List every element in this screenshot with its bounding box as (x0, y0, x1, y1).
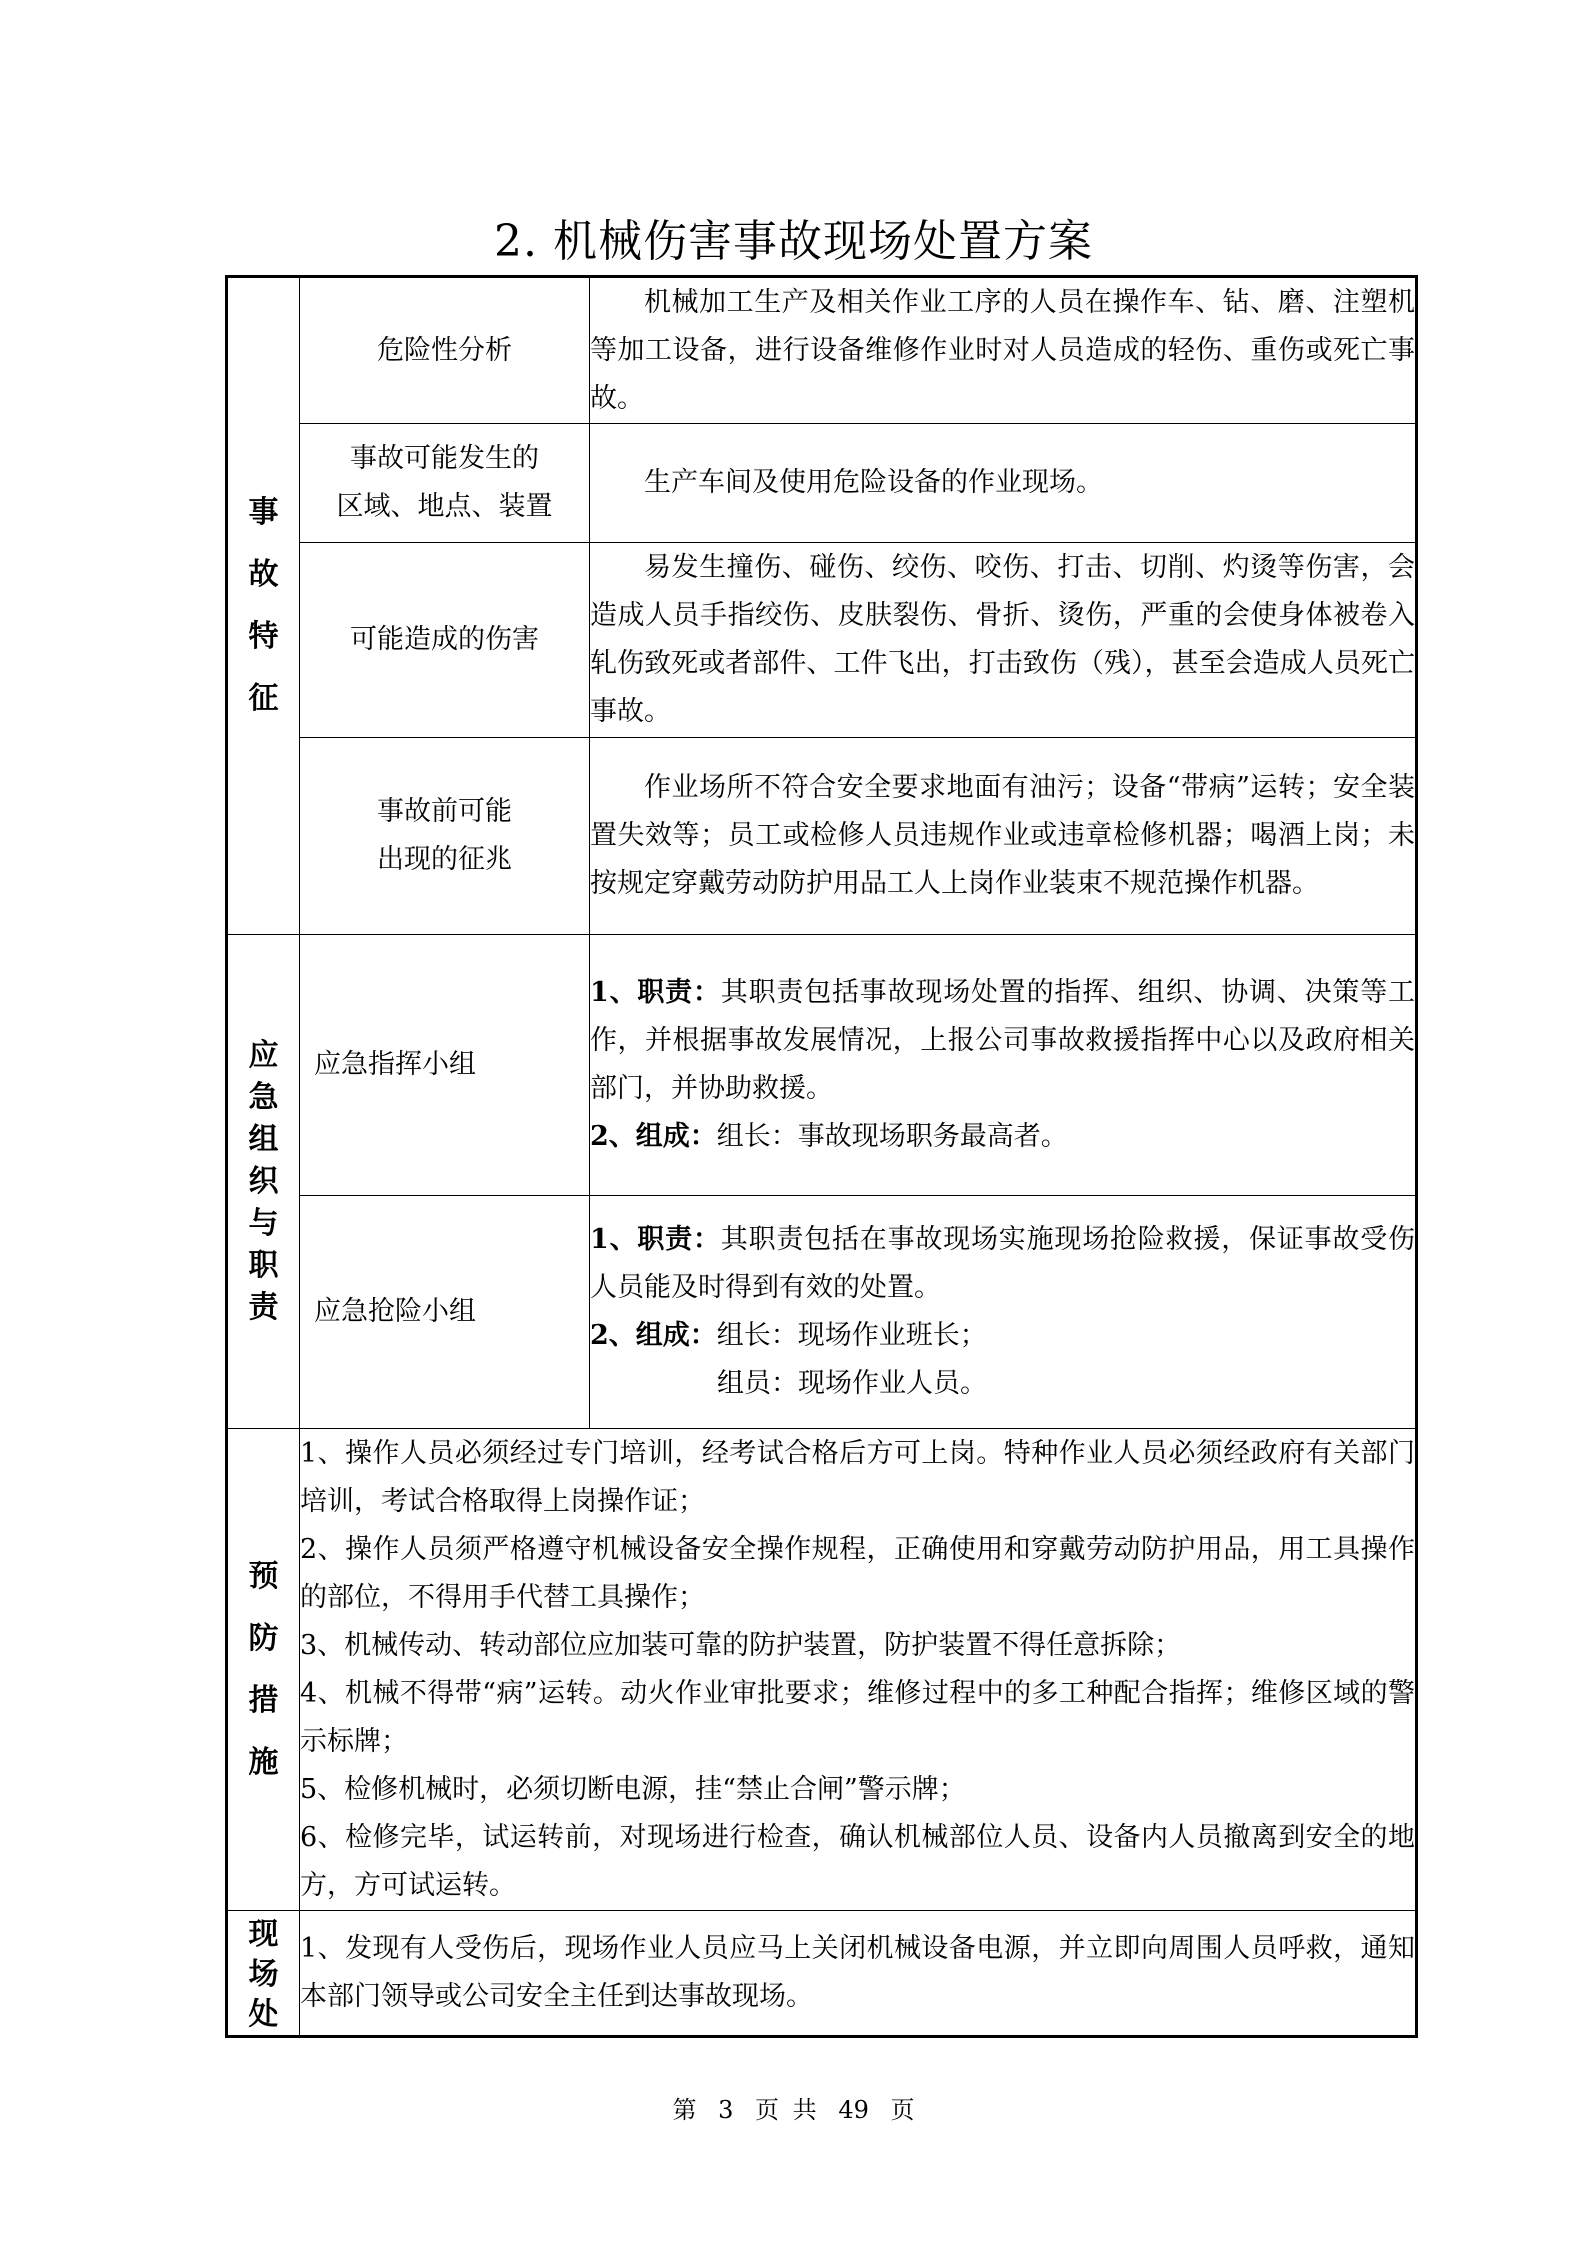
category-char: 施 (248, 1744, 279, 1780)
members-title: 2、组成： (590, 1320, 717, 1351)
category-char: 特 (248, 619, 279, 654)
row-content-warning-signs: 作业场所不符合安全要求地面有油污；设备“带病”运转；安全装置失效等；员工或检修人员违规作业或违章检修机器；喝酒上岗；未按规定穿戴劳动防护用品工人上岗作业装束不规范操作机器。 (590, 738, 1417, 935)
category-char: 防 (248, 1620, 279, 1656)
duty-text: 其职责包括在事故现场实施现场抢险救援，保证事故受伤人员能及时得到有效的处置。 (590, 1224, 1415, 1303)
category-char: 组 (248, 1121, 279, 1157)
label-line: 事故前可能 (377, 796, 512, 827)
prevention-content (300, 1429, 1417, 1911)
table-row (227, 543, 1417, 738)
category-char: 处 (248, 1997, 279, 2032)
list-item: 3、机械传动、转动部位应加装可靠的防护装置，防护装置不得任意拆除； (300, 1629, 1182, 1661)
page-title: 2. 机械伤害事故现场处置方案 (494, 216, 1093, 267)
page-footer (0, 2090, 1587, 2125)
list-item: 4、机械不得带“病”运转。动火作业审批要求；维修过程中的多工种配合指挥；维修区域的警示标牌； (300, 1677, 1415, 1757)
duty-title: 1、职责： (590, 977, 721, 1008)
group-label-rescue: 应急抢险小组 (300, 1196, 590, 1429)
table-row (227, 1429, 1417, 1911)
row-content-hazard-analysis: 机械加工生产及相关作业工序的人员在操作车、钻、磨、注塑机等加工设备，进行设备维修作业时对人员造成的轻伤、重伤或死亡事故。 (590, 277, 1417, 424)
label-line: 危险性分析 (377, 334, 512, 366)
list-item: 2、操作人员须严格遵守机械设备安全操作规程，正确使用和穿戴劳动防护用品，用工具操作的部位，不得用手代替工具操作； (300, 1533, 1415, 1613)
category-char: 预 (248, 1558, 279, 1594)
category-char: 织 (248, 1163, 279, 1199)
footer-page-total: 49 (838, 2096, 869, 2124)
members-extra: 组员：现场作业人员。 (717, 1368, 987, 1399)
category-onsite (227, 1911, 300, 2037)
category-char: 责 (248, 1289, 279, 1325)
list-item: 1、发现有人受伤后，现场作业人员应马上关闭机械设备电源，并立即向周围人员呼救，通知本部门领导或公司安全主任到达事故现场。 (300, 1933, 1415, 2012)
footer-suffix: 页 (890, 2096, 915, 2124)
category-char: 与 (248, 1205, 279, 1241)
category-char: 征 (248, 681, 279, 716)
footer-prefix: 第 (672, 2096, 697, 2124)
category-char: 场 (248, 1957, 279, 1992)
label-line: 事故可能发生的 (350, 443, 539, 474)
members-text: 组长：现场作业班长； (716, 1320, 987, 1351)
members-title: 2、组成： (590, 1121, 717, 1152)
group-label-command: 应急指挥小组 (300, 935, 590, 1196)
category-char: 急 (248, 1079, 279, 1115)
category-char: 职 (248, 1247, 279, 1283)
category-char: 应 (248, 1037, 279, 1073)
label-line: 可能造成的伤害 (350, 624, 539, 655)
category-prevention (227, 1429, 300, 1911)
row-label-hazard-analysis (300, 277, 590, 424)
row-label-location (300, 424, 590, 543)
category-char: 故 (248, 557, 279, 592)
duty-text: 其职责包括事故现场处置的指挥、组织、协调、决策等工作，并根据事故发展情况，上报公司事故救援指挥中心以及政府相关部门，并协助救援。 (590, 977, 1415, 1104)
members-text: 组长：事故现场职务最高者。 (716, 1121, 1068, 1152)
table-row (227, 935, 1417, 1196)
table-row (227, 1911, 1417, 2037)
duty-title: 1、职责： (590, 1224, 721, 1255)
footer-mid: 页 共 (755, 2096, 817, 2124)
category-accident-features (227, 277, 300, 935)
category-emergency-organization (227, 935, 300, 1429)
list-item: 5、检修机械时，必须切断电源，挂“禁止合闸”警示牌； (300, 1773, 966, 1805)
table-row (227, 424, 1417, 543)
list-item: 6、检修完毕，试运转前，对现场进行检查，确认机械部位人员、设备内人员撤离到安全的地方，方可试运转。 (300, 1821, 1415, 1901)
row-label-possible-injury (300, 543, 590, 738)
row-content-possible-injury: 易发生撞伤、碰伤、绞伤、咬伤、打击、切削、灼烫等伤害，会造成人员手指绞伤、皮肤裂伤、骨折、烫伤，严重的会使身体被卷入轧伤致死或者部件、工件飞出，打击致伤（残），甚至会造成人员死亡事故。 (590, 543, 1417, 738)
list-item: 1、操作人员必须经过专门培训，经考试合格后方可上岗。特种作业人员必须经政府有关部门培训，考试合格取得上岗操作证； (300, 1437, 1415, 1517)
group-content-rescue (590, 1196, 1417, 1429)
table-row (227, 277, 1417, 424)
table-row (227, 738, 1417, 935)
label-line: 区域、地点、装置 (336, 491, 553, 522)
category-char: 事 (248, 495, 279, 530)
emergency-plan-table (225, 275, 1418, 2038)
table-row (227, 1196, 1417, 1429)
onsite-content (300, 1911, 1417, 2037)
row-content-location: 生产车间及使用危险设备的作业现场。 (590, 424, 1417, 543)
footer-page-number: 3 (718, 2096, 734, 2124)
label-line: 出现的征兆 (377, 844, 512, 875)
category-char: 措 (248, 1682, 279, 1718)
category-char: 现 (248, 1917, 279, 1952)
group-content-command (590, 935, 1417, 1196)
row-label-warning-signs (300, 738, 590, 935)
